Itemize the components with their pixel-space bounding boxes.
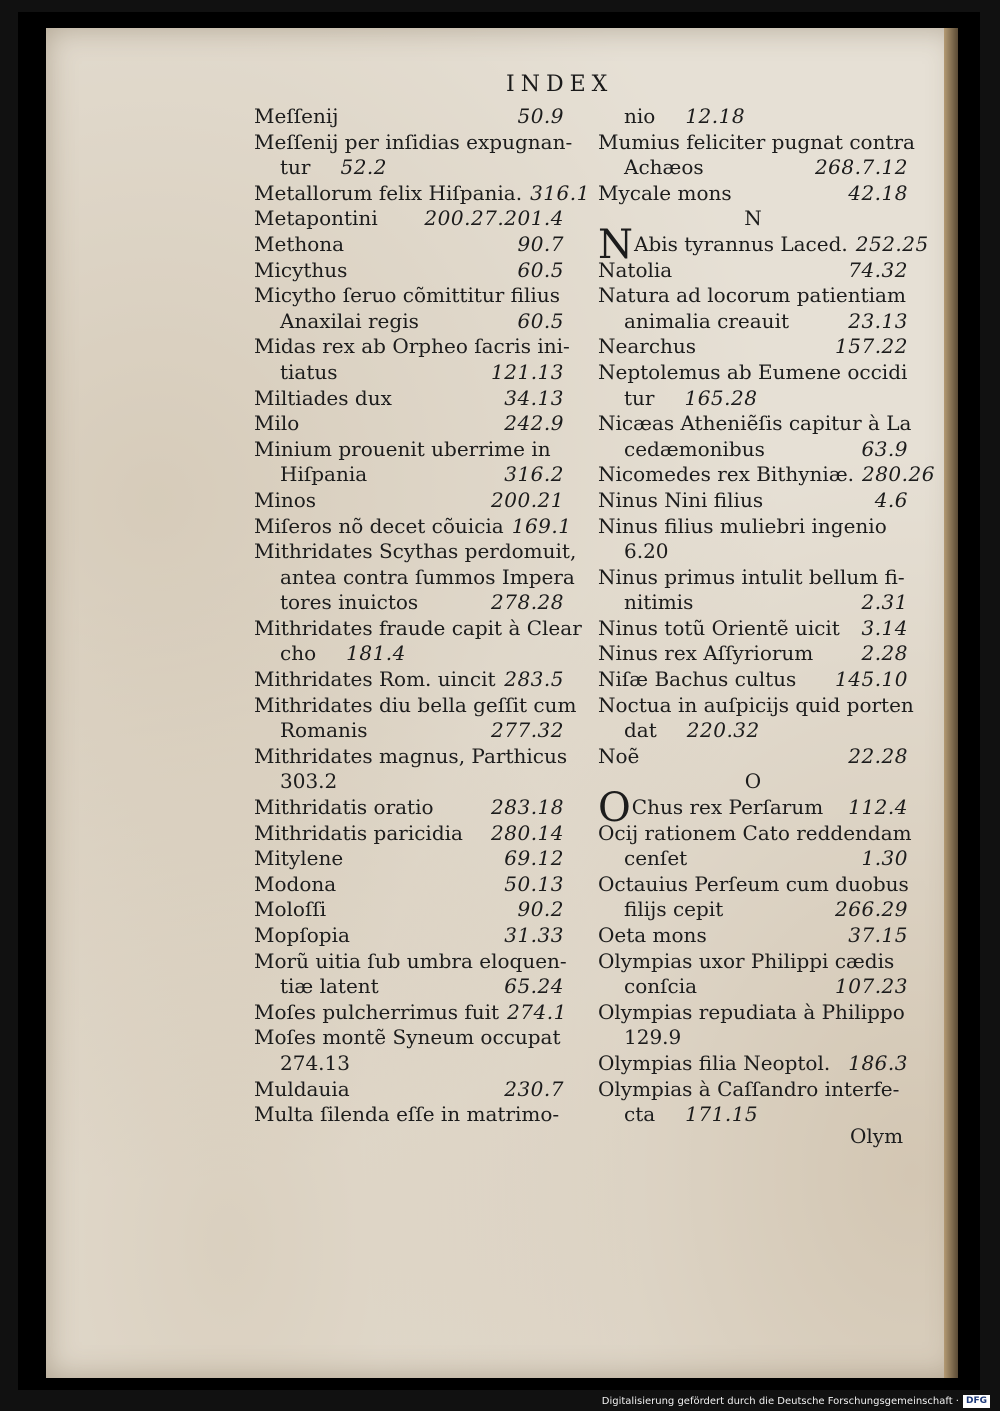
entry-term — [598, 565, 905, 591]
entry-page-ref: 60.5 — [517, 308, 564, 333]
index-entry — [598, 360, 908, 386]
book-spine-edge — [944, 28, 958, 1378]
entry-term — [254, 232, 344, 258]
entry-text: Minium prouenit uberrime in — [254, 436, 551, 461]
index-entry — [254, 155, 564, 181]
index-entry — [254, 513, 572, 540]
entry-text: Moſes montẽ Syneum occupat — [254, 1025, 561, 1050]
index-entry — [254, 104, 564, 130]
entry-text: Anaxilai regis — [280, 308, 419, 333]
dfg-logo: DFG — [963, 1395, 990, 1408]
index-entry — [598, 155, 908, 181]
entry-page-ref: 220.32 — [686, 718, 760, 743]
entry-term — [624, 897, 723, 923]
catchword: Olym — [850, 1124, 904, 1148]
entry-term — [624, 437, 765, 463]
entry-text: Noẽ — [598, 743, 640, 768]
index-entry — [254, 615, 582, 642]
index-entry — [254, 437, 564, 463]
entry-term — [254, 411, 299, 437]
index-entry — [598, 462, 935, 488]
entry-page-ref: 165.28 — [684, 385, 758, 410]
entry-page-ref: 63.9 — [861, 436, 908, 461]
entry-page-ref: 112.4 — [848, 795, 908, 820]
entry-term — [598, 784, 824, 831]
index-entry — [598, 565, 908, 591]
entry-text: Mumius feliciter pugnat contra — [598, 129, 915, 154]
entry-text: Hiſpania — [280, 462, 368, 487]
entry-term — [624, 1025, 681, 1051]
entry-term — [254, 1077, 350, 1103]
index-entry — [254, 897, 564, 923]
index-entry — [598, 309, 908, 335]
index-entry — [254, 283, 564, 309]
entry-term — [254, 206, 378, 232]
entry-text: Metallorum felix Hiſpania. — [254, 180, 523, 205]
entry-term — [598, 181, 732, 207]
entry-text: Milo — [254, 411, 300, 436]
entry-page-ref: 34.13 — [504, 385, 564, 410]
index-entry — [598, 846, 908, 872]
entry-page-ref: 90.2 — [517, 897, 564, 922]
entry-text: Mithridates Scythas perdomuit, — [254, 539, 577, 564]
index-entry — [254, 769, 564, 795]
entry-text: Muldauia — [254, 1076, 350, 1101]
entry-page-ref: 283.5 — [504, 667, 564, 692]
entry-term — [254, 949, 567, 975]
index-entry — [254, 258, 564, 284]
entry-term — [254, 923, 350, 949]
entry-text: tur — [624, 385, 655, 410]
entry-page-ref: 52.2 — [340, 155, 388, 180]
entry-term — [254, 258, 347, 284]
index-entry — [254, 180, 590, 207]
entry-term — [624, 974, 697, 1000]
index-entry — [598, 488, 908, 514]
index-entry — [598, 258, 908, 284]
entry-term — [624, 846, 687, 872]
entry-text: dat — [624, 718, 657, 743]
index-entry — [254, 539, 577, 565]
entry-term — [254, 181, 522, 207]
index-entry — [598, 1000, 908, 1026]
entry-term — [598, 514, 887, 540]
entry-term — [598, 1077, 899, 1103]
entry-text: Mithridatis oratio — [254, 795, 434, 820]
index-entry — [254, 821, 564, 847]
entry-term — [744, 206, 762, 232]
entry-term — [254, 846, 343, 872]
entry-page-ref: 242.9 — [504, 411, 564, 436]
index-entry — [254, 872, 564, 898]
section-letter — [598, 206, 908, 232]
entry-page-ref: 157.22 — [835, 334, 908, 359]
entry-text: Methona — [254, 231, 345, 256]
entry-page-ref: 2.28 — [861, 641, 908, 666]
entry-term — [280, 590, 418, 616]
index-column-right — [598, 104, 935, 1128]
entry-page-ref: 230.7 — [504, 1076, 564, 1101]
entry-page-ref: 107.23 — [835, 974, 908, 999]
entry-text: Nearchus — [598, 334, 697, 359]
entry-page-ref: 186.3 — [848, 1050, 908, 1075]
entry-term — [598, 923, 707, 949]
entry-text: Chus rex Perſarum — [631, 795, 824, 820]
entry-text: Miltiades dux — [254, 385, 392, 410]
entry-text: Oeta mons — [598, 923, 707, 947]
entry-text: Meſſenij per inſidias expugnan- — [254, 129, 573, 154]
entry-term — [598, 821, 912, 847]
index-entry — [254, 488, 564, 514]
entry-term — [598, 130, 915, 156]
page-heading: INDEX — [506, 72, 614, 97]
entry-text: 6.20 — [624, 539, 669, 564]
entry-page-ref: 181.4 — [346, 641, 406, 666]
index-entry — [254, 590, 564, 616]
entry-term — [598, 949, 894, 975]
entry-text: Abis tyrannus Laced. — [634, 231, 848, 256]
entry-term — [598, 462, 854, 488]
entry-term — [254, 1000, 499, 1026]
entry-term — [624, 104, 655, 130]
index-entry — [598, 974, 908, 1000]
index-entry — [254, 411, 564, 437]
index-entry — [254, 1102, 564, 1128]
index-entry — [254, 334, 570, 360]
entry-page-ref: 145.10 — [835, 667, 908, 692]
entry-term — [280, 1051, 350, 1077]
entry-text: Niſæ Bachus cultus — [598, 667, 797, 692]
entry-term — [254, 514, 504, 540]
index-entry — [598, 437, 908, 463]
entry-text: Mithridates diu bella geſſit cum — [254, 692, 577, 717]
entry-text: Ninus rex Aſſyriorum — [598, 641, 814, 666]
entry-text: animalia creauit — [624, 308, 789, 333]
entry-text: Mithridates fraude capit à Clear — [254, 615, 582, 640]
entry-page-ref: 1.30 — [861, 846, 908, 871]
entry-text: nitimis — [624, 590, 694, 615]
entry-page-ref: 42.18 — [848, 180, 908, 205]
entry-page-ref: 252.25 — [855, 231, 929, 256]
index-entry — [598, 667, 908, 693]
entry-term — [598, 283, 906, 309]
entry-term — [598, 488, 763, 514]
entry-text: Moloſſi — [254, 897, 327, 922]
index-entry — [598, 692, 914, 719]
index-entry — [254, 692, 577, 719]
entry-text: Nicæas Atheniẽſis capitur à La — [598, 411, 912, 436]
entry-text: Noctua in auſpicijs quid porten — [598, 692, 914, 717]
entry-text: Metapontini — [254, 206, 378, 231]
entry-text: Micytho ſeruo cõmittitur filius — [254, 283, 560, 308]
entry-term — [280, 974, 379, 1000]
entry-text: conſcia — [624, 974, 698, 999]
entry-term — [254, 872, 336, 898]
entry-text: O — [744, 769, 762, 794]
entry-term — [280, 718, 368, 744]
entry-text: antea contra ſummos Impera — [280, 564, 575, 589]
entry-text: cenſet — [624, 846, 688, 871]
index-entry — [598, 616, 908, 642]
entry-term — [254, 667, 496, 693]
entry-page-ref: 280.26 — [861, 462, 935, 487]
index-entry — [254, 309, 564, 335]
index-entry — [254, 462, 564, 488]
index-entry — [254, 129, 573, 156]
entry-text: Midas rex ab Orpheo ſacris ini- — [254, 334, 570, 359]
entry-text: N — [744, 206, 762, 231]
entry-term — [254, 334, 570, 360]
entry-text: Minos — [254, 487, 317, 512]
entry-text: cedæmonibus — [624, 436, 765, 461]
entry-text: Olympias filia Neoptol. — [598, 1050, 831, 1075]
entry-term — [254, 437, 551, 463]
entry-page-ref: 121.13 — [491, 359, 564, 384]
entry-term — [624, 1102, 655, 1128]
index-entry — [254, 386, 564, 412]
entry-text: Nicomedes rex Bithyniæ. — [598, 462, 854, 487]
entry-term — [254, 386, 392, 412]
entry-term — [254, 539, 576, 565]
index-entry — [598, 641, 908, 667]
section-letter — [598, 769, 908, 795]
entry-page-ref: 3.14 — [861, 615, 908, 640]
entry-text: Natolia — [598, 257, 673, 282]
entry-text: 274.13 — [280, 1050, 350, 1075]
entry-term — [254, 693, 576, 719]
entry-term — [280, 769, 337, 795]
index-entry — [598, 949, 908, 975]
index-entry — [598, 872, 908, 898]
entry-term — [598, 1051, 830, 1077]
entry-term — [280, 641, 316, 667]
entry-page-ref: 65.24 — [504, 974, 564, 999]
entry-text: Ninus primus intulit bellum fi- — [598, 564, 905, 589]
entry-page-ref: 200.21 — [491, 487, 564, 512]
entry-text: Neptolemus ab Eumene occidi — [598, 359, 908, 384]
entry-page-ref: 50.13 — [504, 871, 564, 896]
index-entry — [598, 897, 908, 923]
index-entry — [254, 948, 567, 975]
entry-page-ref: 31.33 — [504, 923, 564, 947]
entry-text: Mopſopia — [254, 923, 350, 947]
entry-term — [254, 1102, 559, 1128]
entry-page-ref: 22.28 — [848, 743, 908, 768]
entry-term — [624, 155, 704, 181]
entry-page-ref: 316.2 — [504, 462, 564, 487]
entry-text: Moſes pulcherrimus fuit — [254, 999, 500, 1024]
index-entry — [598, 784, 908, 831]
index-entry — [598, 334, 908, 360]
initial-letter: O — [598, 784, 631, 831]
entry-page-ref: 50.9 — [517, 104, 564, 128]
entry-text: Micythus — [254, 257, 348, 282]
index-column-left — [254, 104, 590, 1128]
footer-text: Digitalisierung gefördert durch die Deutsche Forschungsgemeinschaft · — [601, 1396, 959, 1407]
entry-term — [280, 360, 338, 386]
entry-text: cta — [624, 1102, 656, 1127]
entry-text: Mithridates magnus, Parthicus — [254, 743, 568, 768]
index-entry — [598, 590, 908, 616]
entry-text: Mithridatis paricidia — [254, 820, 463, 845]
entry-term — [254, 795, 434, 821]
entry-term — [624, 718, 657, 744]
entry-page-ref: 2.31 — [861, 590, 908, 615]
entry-text: tiæ latent — [280, 974, 379, 999]
entry-page-ref: 4.6 — [874, 487, 908, 512]
entry-page-ref: 283.18 — [491, 795, 564, 820]
entry-term — [624, 539, 669, 565]
entry-page-ref: 266.29 — [835, 897, 908, 922]
entry-page-ref: 23.13 — [848, 308, 908, 333]
entry-term — [280, 309, 419, 335]
index-entry — [254, 795, 564, 821]
entry-text: Octauius Perſeum cum duobus — [598, 871, 909, 896]
entry-text: 129.9 — [624, 1025, 682, 1050]
entry-term — [598, 693, 914, 719]
entry-text: Mithridates Rom. uincit — [254, 667, 496, 692]
entry-term — [624, 309, 789, 335]
initial-letter: N — [598, 221, 633, 268]
entry-term — [598, 360, 907, 386]
entry-term — [254, 821, 463, 847]
index-entry — [254, 564, 575, 591]
entry-text: Multa ſilenda eſſe in matrimo- — [254, 1102, 560, 1127]
entry-page-ref: 277.32 — [491, 718, 564, 743]
entry-text: Romanis — [280, 718, 368, 743]
entry-page-ref: 169.1 — [511, 513, 572, 538]
index-entry — [598, 1025, 908, 1051]
index-entry — [598, 129, 915, 156]
entry-term — [280, 462, 367, 488]
index-entry — [254, 667, 564, 693]
entry-page-ref: 268.7.12 — [814, 155, 908, 180]
entry-term — [598, 641, 813, 667]
entry-term — [254, 1025, 561, 1051]
entry-term — [254, 897, 326, 923]
entry-text: Ninus totũ Orientẽ uicit — [598, 615, 840, 640]
entry-text: nio — [624, 104, 656, 128]
index-entry — [254, 360, 564, 386]
entry-page-ref: 74.32 — [848, 257, 908, 282]
entry-text: Mitylene — [254, 846, 344, 871]
entry-term — [598, 221, 848, 268]
entry-term — [598, 334, 696, 360]
index-entry — [254, 999, 567, 1026]
entry-term — [598, 744, 639, 770]
entry-text: Natura ad locorum patientiam — [598, 283, 906, 308]
index-entry — [598, 104, 908, 130]
entry-page-ref: 90.7 — [517, 231, 564, 256]
index-entry — [254, 846, 564, 872]
entry-text: Olympias à Caſſandro interfe- — [598, 1076, 900, 1101]
index-entry — [598, 820, 912, 847]
entry-page-ref: 171.15 — [685, 1102, 759, 1127]
index-entry — [598, 1051, 908, 1077]
index-entry — [254, 923, 564, 949]
entry-term — [598, 872, 909, 898]
entry-text: Morũ uitia ſub umbra eloquen- — [254, 948, 567, 973]
index-entry — [598, 386, 908, 412]
entry-page-ref: 274.1 — [507, 999, 567, 1024]
entry-text: Ninus Nini filius — [598, 487, 764, 512]
entry-page-ref: 316.1 — [530, 180, 590, 205]
entry-text: Achæos — [624, 155, 704, 180]
entry-term — [254, 130, 572, 156]
entry-page-ref: 69.12 — [504, 846, 564, 871]
entry-page-ref: 200.27.201.4 — [424, 206, 564, 231]
entry-term — [598, 667, 796, 693]
index-entry — [254, 206, 564, 232]
entry-page-ref: 280.14 — [491, 820, 564, 845]
entry-text: Ninus filius muliebri ingenio — [598, 513, 887, 538]
index-entry — [254, 1051, 564, 1077]
entry-text: Olympias uxor Philippi cædis — [598, 948, 895, 973]
index-entry — [254, 232, 564, 258]
entry-term — [254, 744, 567, 770]
entry-page-ref: 278.28 — [491, 590, 564, 615]
entry-text: 303.2 — [280, 769, 338, 794]
index-entry — [254, 1025, 564, 1051]
entry-text: tores inuictos — [280, 590, 419, 615]
entry-page-ref: 60.5 — [517, 257, 564, 282]
entry-term — [254, 283, 560, 309]
entry-term — [598, 1000, 905, 1026]
entry-term — [598, 258, 672, 284]
entry-term — [280, 565, 575, 591]
index-entry — [598, 744, 908, 770]
index-entry — [598, 181, 908, 207]
entry-text: Mycale mons — [598, 180, 732, 205]
index-entry — [598, 539, 908, 565]
index-entry — [598, 411, 912, 437]
index-entry — [598, 221, 929, 268]
entry-page-ref: 37.15 — [848, 923, 908, 947]
index-entry — [598, 718, 908, 744]
entry-text: filijs cepit — [624, 897, 724, 922]
entry-page-ref: 12.18 — [685, 104, 746, 128]
entry-term — [624, 590, 693, 616]
entry-term — [254, 616, 582, 642]
index-entry — [598, 923, 908, 949]
index-entry — [598, 283, 908, 309]
index-entry — [598, 1077, 908, 1103]
entry-text: Meſſenij — [254, 104, 339, 128]
index-entry — [254, 641, 564, 667]
entry-text: Olympias repudiata à Philippo — [598, 999, 905, 1024]
entry-text: Miſeros nõ decet cõuicia — [254, 513, 504, 538]
index-entry — [254, 1077, 564, 1103]
index-entry — [254, 974, 564, 1000]
entry-term — [254, 104, 338, 130]
entry-term — [624, 386, 654, 412]
entry-term — [280, 155, 310, 181]
entry-text: Modona — [254, 871, 337, 896]
index-entry — [254, 743, 568, 770]
entry-term — [598, 616, 840, 642]
index-entry — [254, 718, 564, 744]
digitization-footer — [602, 1395, 990, 1408]
entry-text: tur — [280, 155, 311, 180]
entry-text: Ocij rationem Cato reddendam — [598, 820, 912, 845]
entry-term — [254, 488, 316, 514]
entry-text: cho — [280, 641, 317, 666]
entry-text: tiatus — [280, 359, 338, 384]
entry-term — [745, 769, 761, 795]
index-entry — [598, 514, 908, 540]
entry-term — [598, 411, 911, 437]
